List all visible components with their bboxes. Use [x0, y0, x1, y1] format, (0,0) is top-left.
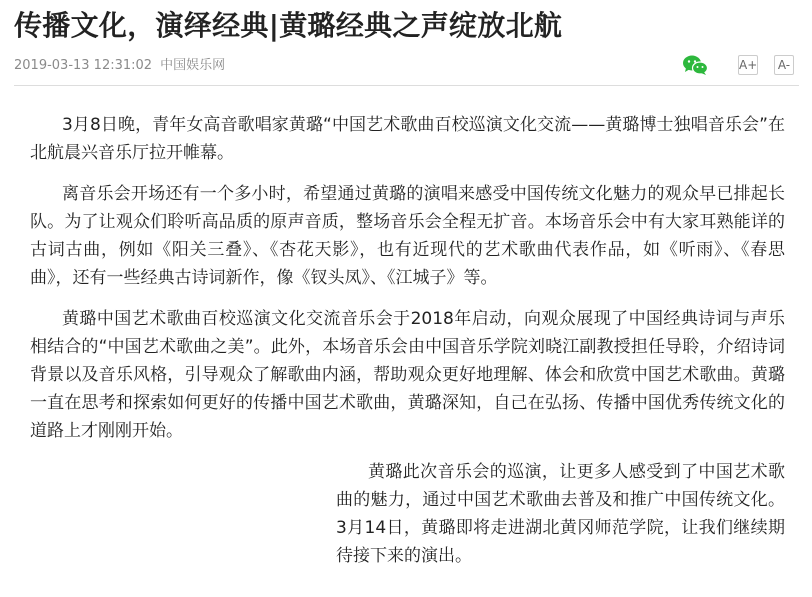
font-increase-button[interactable]: A+ [738, 55, 758, 75]
article-paragraph: 离音乐会开场还有一个多小时，希望通过黄璐的演唱来感受中国传统文化魅力的观众早已排起长队。为了让观众们聆听高品质的原声音质，整场音乐会全程无扩音。本场音乐会中有大家耳熟能详的古词古曲，例如《阳关三叠》、《杏花天影》，也有近现代的艺术歌曲代表作品，如《听雨》、《春思曲》，还有一些经典古诗词新作，像《钗头凤》、《江城子》等。 [30, 184, 785, 288]
header-divider [14, 85, 799, 86]
article-source[interactable]: 中国娱乐网 [160, 58, 226, 73]
article-title: 传播文化，演绎经典|黄璐经典之声绽放北航 [14, 9, 563, 42]
article-meta [14, 57, 225, 75]
article-paragraph: 黄璐中国艺术歌曲百校巡演文化交流音乐会于2018年启动，向观众展现了中国经典诗词与声乐相结合的“中国艺术歌曲之美”。此外，本场音乐会由中国音乐学院刘晓江副教授担任导聆，介绍诗词背景以及音乐风格，引导观众了解歌曲内涵，帮助观众更好地理解、体会和欣赏中国艺术歌曲。黄璐一直在思考和探索如何更好的传播中国艺术歌曲，黄璐深知，自己在弘扬、传播中国优秀传统文化的道路上才刚刚开始。 [30, 309, 785, 441]
article-body [30, 111, 785, 583]
article-tools [682, 54, 794, 76]
font-decrease-button[interactable]: A- [774, 55, 794, 75]
article-paragraph: 3月8日晚，青年女高音歌唱家黄璐“中国艺术歌曲百校巡演文化交流——黄璐博士独唱音乐会”在北航晨兴音乐厅拉开帷幕。 [30, 115, 785, 163]
wechat-icon[interactable] [682, 54, 708, 76]
publish-datetime: 2019-03-13 12:31:02 [14, 58, 153, 73]
article-paragraph: 黄璐此次音乐会的巡演，让更多人感受到了中国艺术歌曲的魅力，通过中国艺术歌曲去普及和推广中国传统文化。3月14日，黄璐即将走进湖北黄冈师范学院，让我们继续期待接下来的演出。 [336, 462, 785, 566]
